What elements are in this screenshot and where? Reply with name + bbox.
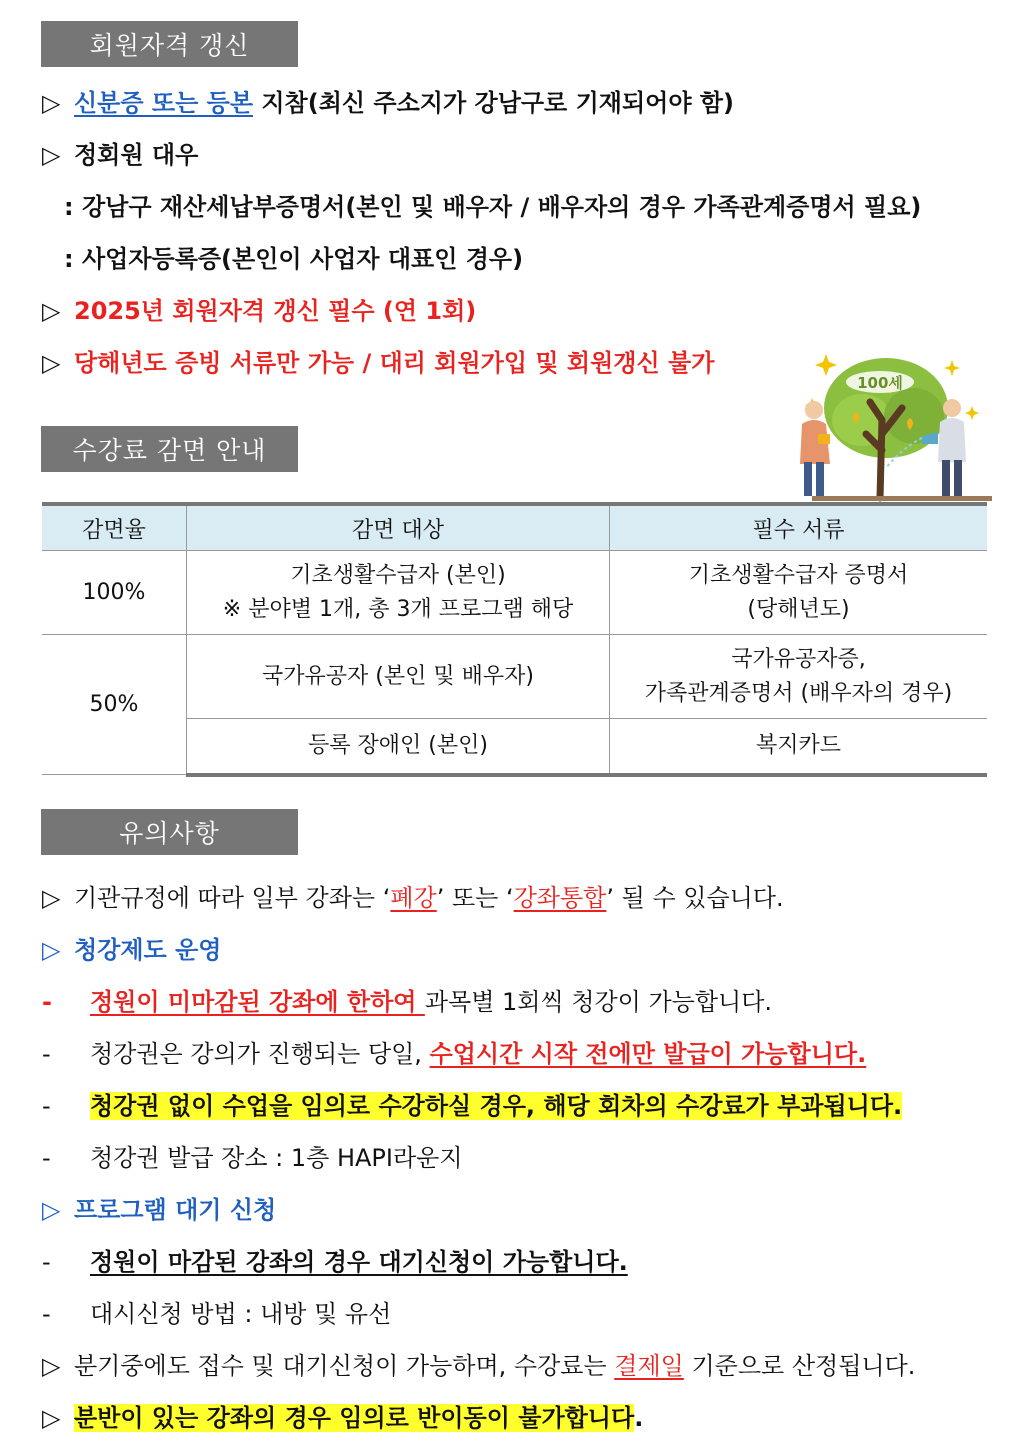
col-header-target: 감면 대상 bbox=[187, 504, 610, 551]
table-header-row bbox=[42, 504, 987, 551]
docs-cell bbox=[610, 635, 988, 719]
wait-item-1 bbox=[42, 1245, 628, 1279]
note-text: ’ 될 수 있습니다. bbox=[606, 884, 784, 912]
note-text: . bbox=[634, 1404, 644, 1432]
audit-item-3 bbox=[42, 1089, 902, 1123]
wait-title bbox=[42, 1193, 276, 1227]
table-row bbox=[42, 635, 987, 719]
dash-icon: - bbox=[42, 1300, 51, 1328]
regular-member-text: 정회원 대우 bbox=[74, 141, 199, 169]
target-cell: 국가유공자 (본인 및 배우자) bbox=[187, 635, 610, 719]
rate-cell: 50% bbox=[42, 635, 187, 775]
id-doc-link[interactable]: 신분증 또는 등본 bbox=[74, 89, 253, 117]
dash-icon: - bbox=[42, 1144, 51, 1172]
closure-keyword: 폐강 bbox=[390, 884, 437, 912]
triangle-icon: ▷ bbox=[42, 1196, 61, 1224]
note-text: 분기중에도 접수 및 대기신청이 가능하며, 수강료는 bbox=[74, 1352, 615, 1380]
audit-title bbox=[42, 933, 221, 967]
docs-cell: 복지카드 bbox=[610, 719, 988, 775]
dash-icon: - bbox=[42, 1248, 51, 1276]
audit-red-text: 수업시간 시작 전에만 발급이 가능합니다. bbox=[429, 1040, 867, 1068]
membership-line-proxy bbox=[42, 346, 714, 380]
audit-item-4 bbox=[42, 1141, 463, 1175]
audit-title-text: 청강제도 운영 bbox=[74, 936, 222, 964]
triangle-icon: ▷ bbox=[42, 1352, 61, 1380]
dash-icon: - bbox=[42, 988, 52, 1016]
audit-text: 청강권 발급 장소 : 1층 HAPI라운지 bbox=[90, 1144, 463, 1172]
membership-line-regular bbox=[42, 138, 198, 172]
docs-line: 가족관계증명서 (배우자의 경우) bbox=[644, 680, 953, 706]
col-header-docs: 필수 서류 bbox=[610, 504, 988, 551]
fee-reduction-table bbox=[42, 502, 987, 777]
note-text: 기준으로 산정됩니다. bbox=[683, 1352, 916, 1380]
triangle-icon: ▷ bbox=[42, 884, 61, 912]
note-closure bbox=[42, 881, 784, 915]
note-class-change bbox=[42, 1401, 643, 1435]
note-quarter bbox=[42, 1349, 915, 1383]
target-cell bbox=[187, 551, 610, 635]
docs-cell bbox=[610, 551, 988, 635]
tree-badge-text: 100세 bbox=[857, 374, 903, 392]
docs-line: (당해년도) bbox=[747, 596, 850, 622]
target-note: ※ 분야별 1개, 총 3개 프로그램 해당 bbox=[222, 596, 574, 622]
merge-keyword: 강좌통합 bbox=[513, 884, 607, 912]
wait-item-2 bbox=[42, 1297, 391, 1331]
triangle-icon: ▷ bbox=[42, 1404, 61, 1432]
audit-text: 청강권은 강의가 진행되는 당일, bbox=[90, 1040, 430, 1068]
triangle-icon: ▷ bbox=[42, 936, 61, 964]
audit-red-text: 정원이 미마감된 강좌에 한하여 bbox=[90, 988, 425, 1016]
class-change-highlight: 분반이 있는 강좌의 경우 임의로 반이동이 불가합니다 bbox=[74, 1404, 635, 1432]
audit-highlight-text: 청강권 없이 수업을 임의로 수강하실 경우, 해당 회차의 수강료가 부과됩니다. bbox=[90, 1092, 903, 1120]
rate-cell: 100% bbox=[42, 551, 187, 635]
note-text: 기관규정에 따라 일부 강좌는 ‘ bbox=[74, 884, 391, 912]
docs-line: 국가유공자증, bbox=[731, 646, 866, 672]
section-header-fee: 수강료 감면 안내 bbox=[41, 426, 298, 472]
payment-date-keyword: 결제일 bbox=[614, 1352, 684, 1380]
note-text: ’ 또는 ‘ bbox=[436, 884, 514, 912]
dash-icon: - bbox=[42, 1040, 51, 1068]
wait-text: 정원이 마감된 강좌의 경우 대기신청이 가능합니다. bbox=[90, 1248, 628, 1276]
membership-line-id-text: 지참(최신 주소지가 강남구로 기재되어야 함) bbox=[253, 89, 735, 117]
target-cell: 등록 장애인 (본인) bbox=[187, 719, 610, 775]
table-row bbox=[42, 551, 987, 635]
triangle-icon: ▷ bbox=[42, 297, 61, 325]
elderly-tree-illustration bbox=[782, 350, 992, 502]
audit-item-1 bbox=[42, 985, 772, 1019]
dash-icon: - bbox=[42, 1092, 51, 1120]
audit-text: 과목별 1회씩 청강이 가능합니다. bbox=[424, 988, 773, 1016]
membership-line-business: : 사업자등록증(본인이 사업자 대표인 경우) bbox=[64, 245, 524, 273]
triangle-icon: ▷ bbox=[42, 349, 61, 377]
docs-line: 기초생활수급자 증명서 bbox=[688, 562, 909, 588]
membership-line-tax: : 강남구 재산세납부증명서(본인 및 배우자 / 배우자의 경우 가족관계증명서 필요) bbox=[64, 193, 922, 221]
wait-title-text: 프로그램 대기 신청 bbox=[74, 1196, 277, 1224]
membership-line-id bbox=[42, 86, 734, 120]
proxy-not-allowed-text: 당해년도 증빙 서류만 가능 / 대리 회원가입 및 회원갱신 불가 bbox=[74, 349, 715, 377]
renew-required-text: 2025년 회원자격 갱신 필수 (연 1회) bbox=[74, 297, 477, 325]
triangle-icon: ▷ bbox=[42, 89, 61, 117]
target-line: 기초생활수급자 (본인) bbox=[290, 562, 506, 588]
wait-text: 대시신청 방법 : 내방 및 유선 bbox=[90, 1300, 392, 1328]
section-header-notes: 유의사항 bbox=[41, 809, 298, 855]
col-header-rate: 감면율 bbox=[42, 504, 187, 551]
audit-item-2 bbox=[42, 1037, 866, 1071]
section-header-membership: 회원자격 갱신 bbox=[41, 21, 298, 67]
membership-line-renew bbox=[42, 294, 476, 328]
triangle-icon: ▷ bbox=[42, 141, 61, 169]
